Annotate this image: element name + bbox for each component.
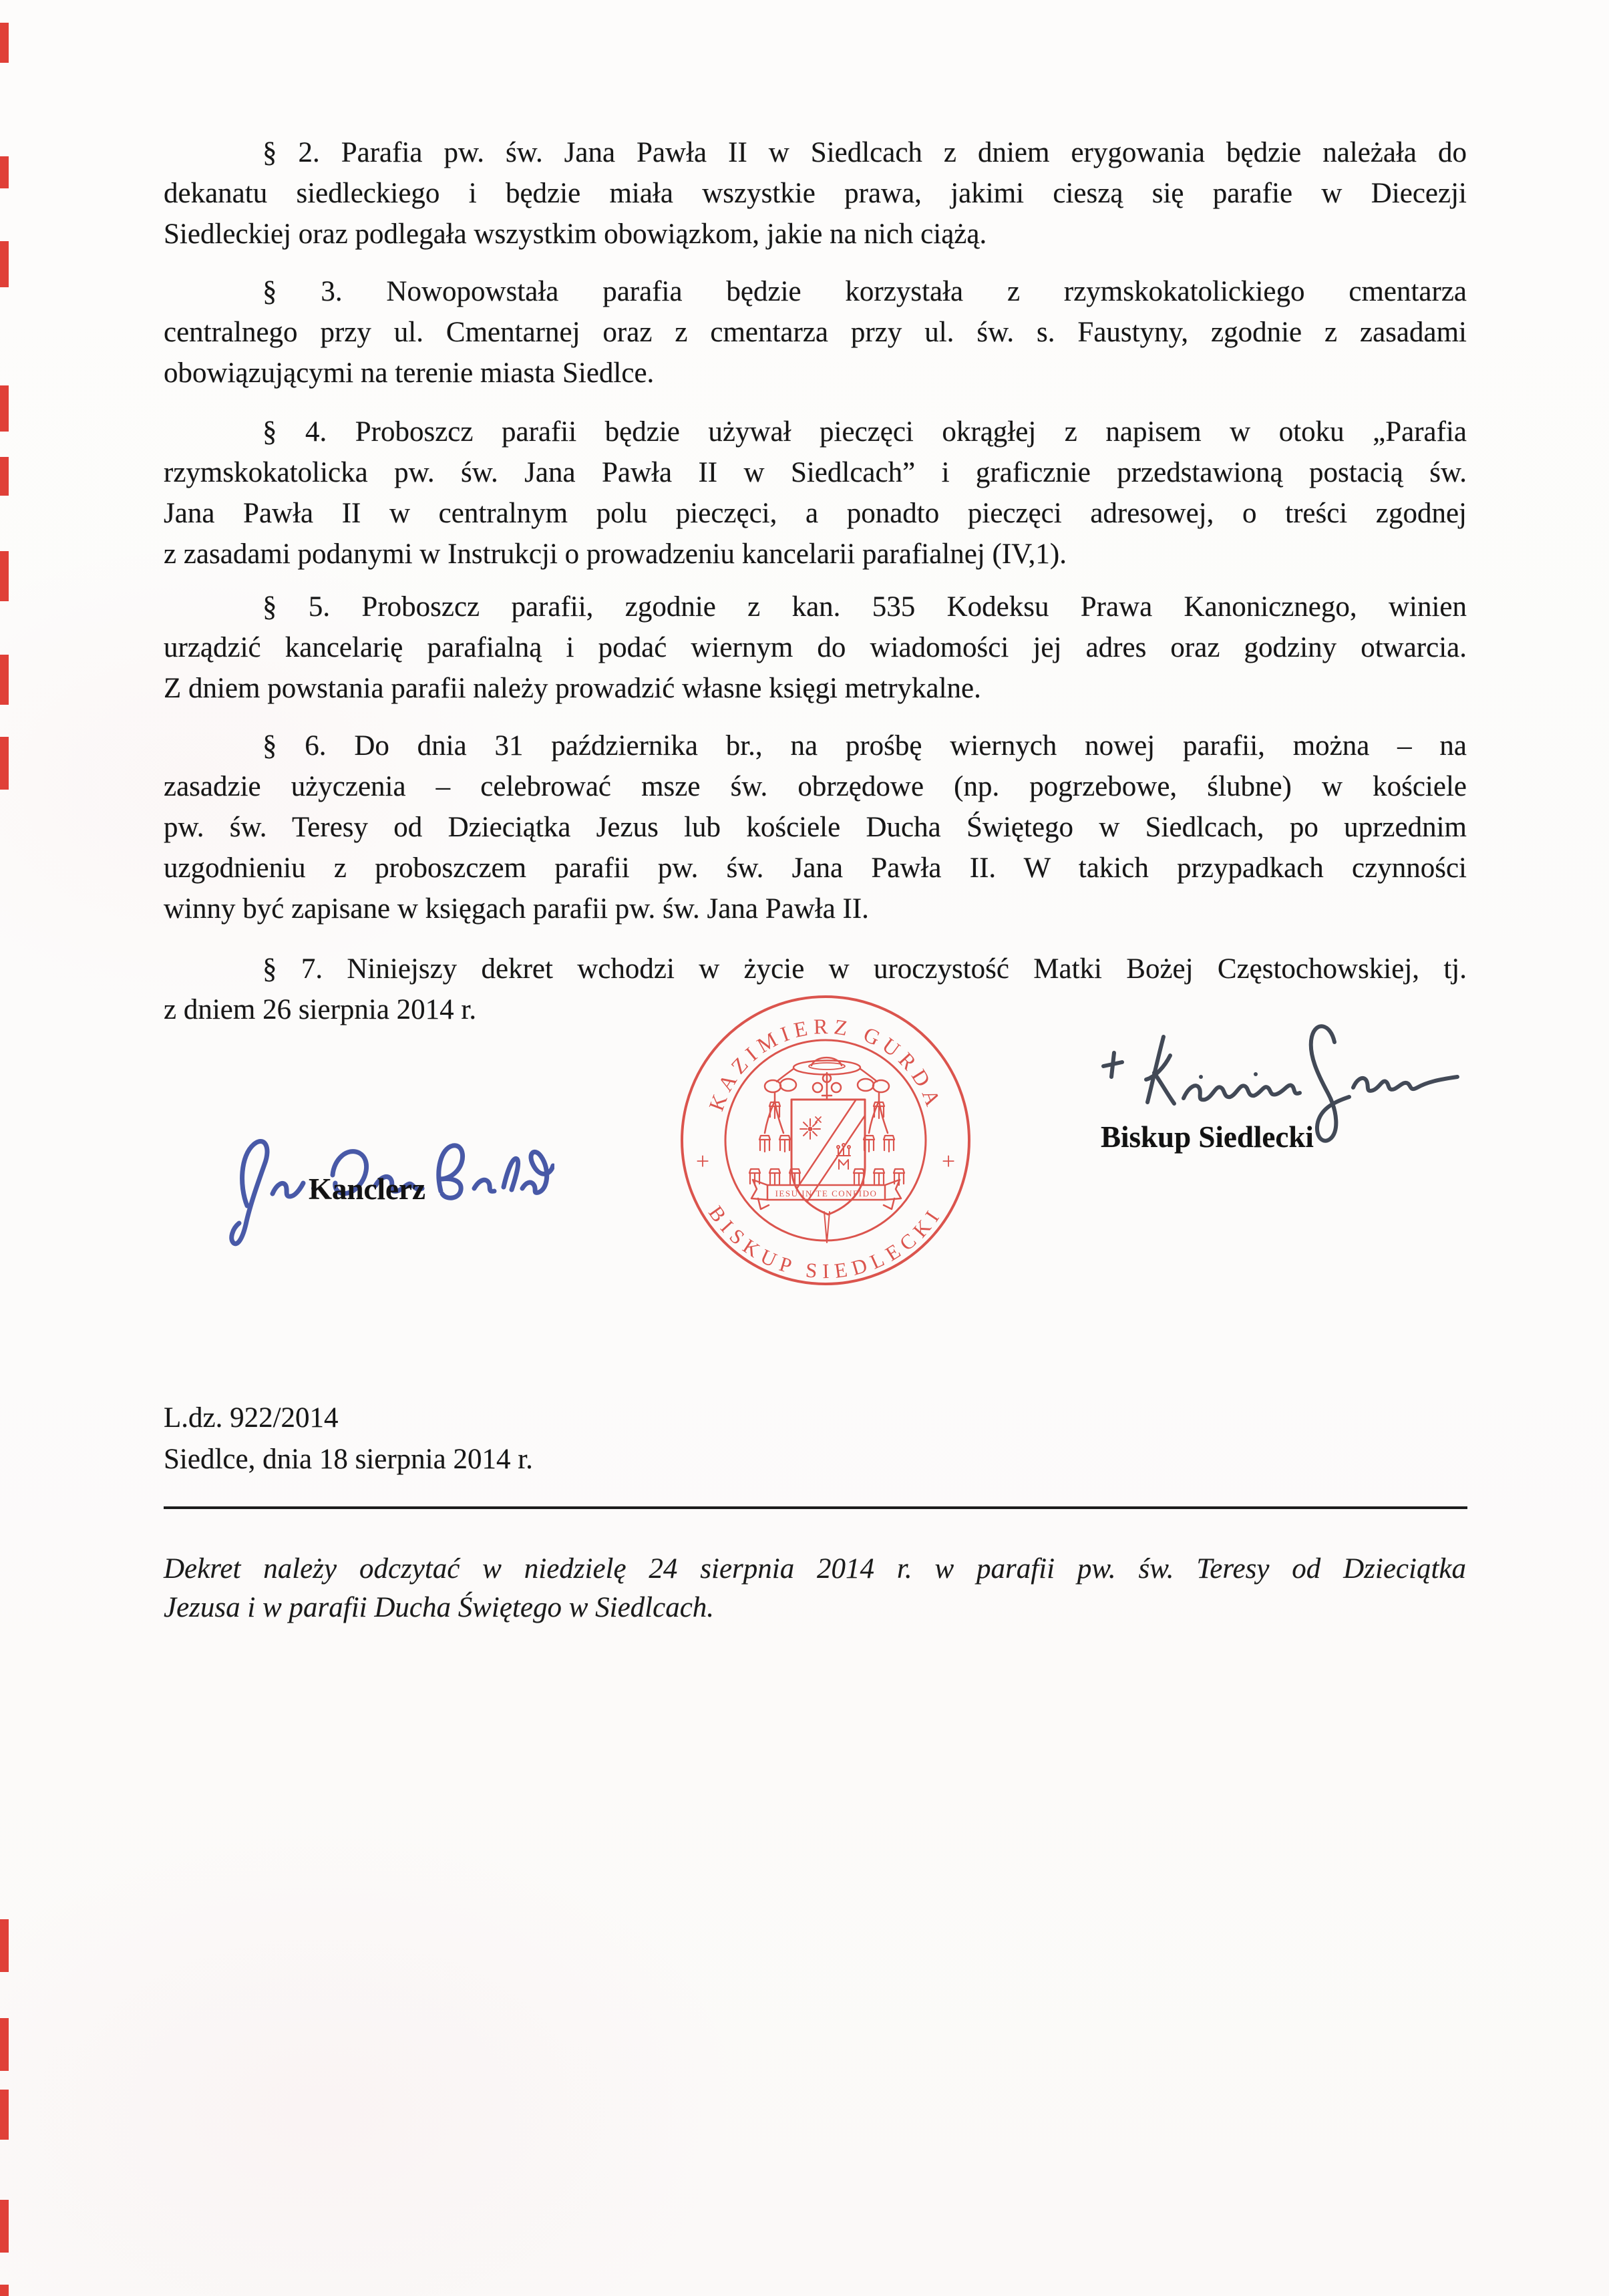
stamp-motto-text: IESU IN TE CONFIDO [775,1188,878,1198]
decree-paragraph [164,132,1467,255]
chancellor-signature-label: Kanclerz [309,1172,425,1206]
horizontal-rule [164,1506,1467,1509]
footnote-line: Jezusa i w parafii Ducha Świętego w Siedlcach. [164,1592,715,1623]
scan-edge-artifact [0,737,9,790]
decree-line: § 6. Do dnia 31 października br., na prośbę wiernych nowej parafii, można – na [262,730,1467,762]
scan-edge-artifact [0,241,9,287]
decree-line: § 3. Nowopowstała parafia będzie korzystała z rzymskokatolickiego cmentarza [262,276,1467,307]
decree-line: § 4. Proboszcz parafii będzie używał pieczęci okrągłej z napisem w otoku „Parafia [262,416,1467,448]
footnote [164,1550,1466,1627]
right-tassels [854,1102,904,1185]
decree-line: rzymskokatolicka pw. św. Jana Pawła II w Siedlcach” i graficznie przedstawioną postacią św. [164,457,1467,488]
stamp-arc-bottom-text: BISKUP SIEDLECKI [704,1201,947,1283]
decree-paragraph [164,725,1467,929]
scan-edge-artifact [0,457,9,496]
stamp-inner-ring [725,1040,926,1241]
footnote-line: Dekret należy odczytać w niedzielę 24 sierpnia 2014 r. w parafii pw. św. Teresy od Dzieciątka [164,1553,1466,1585]
scan-edge-artifact [0,23,9,63]
decree-line: z zasadami podanymi w Instrukcji o prowadzeniu kancelarii parafialnej (IV,1). [164,538,1067,570]
decree-paragraph [164,271,1467,393]
decree-line: § 2. Parafia pw. św. Jana Pawła II w Siedlcach z dniem erygowania będzie należała do [262,137,1467,168]
decree-line: Z dniem powstania parafii należy prowadzić własne księgi metrykalne. [164,673,981,704]
decree-line: z dniem 26 sierpnia 2014 r. [164,994,477,1025]
decree-line: winny być zapisane w księgach parafii pw. św. Jana Pawła II. [164,893,869,925]
decree-line: centralnego przy ul. Cmentarnej oraz z cmentarza przy ul. św. s. Faustyny, zgodnie z zasadami [164,317,1467,348]
scan-edge-artifact [0,655,9,705]
stamp-arc-top-text: KAZIMIERZ GURDA [703,1013,948,1114]
shield-crown-m [837,1144,850,1169]
decree-line: § 7. Niniejszy dekret wchodzi w życie w uroczystość Matki Bożej Częstochowskiej, tj. [262,953,1467,985]
scan-edge-artifact [0,551,9,601]
decree-paragraph [164,587,1467,709]
bishop-signature-label: Biskup Siedlecki [1101,1120,1314,1154]
reference-block [164,1398,533,1480]
reference-number: L.dz. 922/2014 [164,1402,339,1434]
place-date: Siedlce, dnia 18 sierpnia 2014 r. [164,1444,533,1475]
sword-blade [824,1212,830,1243]
decree-line: Siedleckiej oraz podlegała wszystkim obowiązkom, jakie na nich ciążą. [164,218,987,250]
scan-edge-artifact [0,1919,9,1972]
scan-edge-artifact [0,2018,9,2071]
decree-paragraph [164,412,1467,575]
stamp-left-cross-icon: + [695,1148,710,1174]
decree-line: § 5. Proboszcz parafii, zgodnie z kan. 535 Kodeksu Prawa Kanonicznego, winien [262,591,1467,623]
shield-star [800,1117,821,1139]
decree-line: uzgodnieniu z proboszczem parafii pw. św. Jana Pawła II. W takich przypadkach czynności [164,852,1467,884]
scan-edge-artifact [0,2285,9,2296]
decree-line: dekanatu siedleckiego i będzie miała wszystkie prawa, jakimi cieszą się parafie w Diecezji [164,178,1467,209]
scan-edge-artifact [0,156,9,188]
decree-line: Jana Pawła II w centralnym polu pieczęci, a ponadto pieczęci adresowej, o treści zgodnej [164,498,1467,529]
decree-line: zasadzie użyczenia – celebrować msze św. obrzędowe (np. pogrzebowe, ślubne) w kościele [164,771,1467,802]
stamp-coat-of-arms [749,1057,904,1243]
decree-line: pw. św. Teresy od Dzieciątka Jezus lub kościele Ducha Świętego w Siedlcach, po uprzednim [164,812,1467,843]
stamp-right-cross-icon: + [941,1148,956,1174]
decree-line: urządzić kancelarię parafialną i podać wiernym do wiadomości jej adres oraz godziny otwarcia. [164,632,1467,663]
bishop-round-stamp [679,994,972,1287]
left-tassels [749,1102,800,1185]
scan-edge-artifact [0,2090,9,2140]
scan-edge-artifact [0,385,9,432]
shield-bend [787,1098,857,1202]
scan-edge-artifact [0,2200,9,2253]
decree-line: obowiązującymi na terenie miasta Siedlce. [164,357,655,389]
